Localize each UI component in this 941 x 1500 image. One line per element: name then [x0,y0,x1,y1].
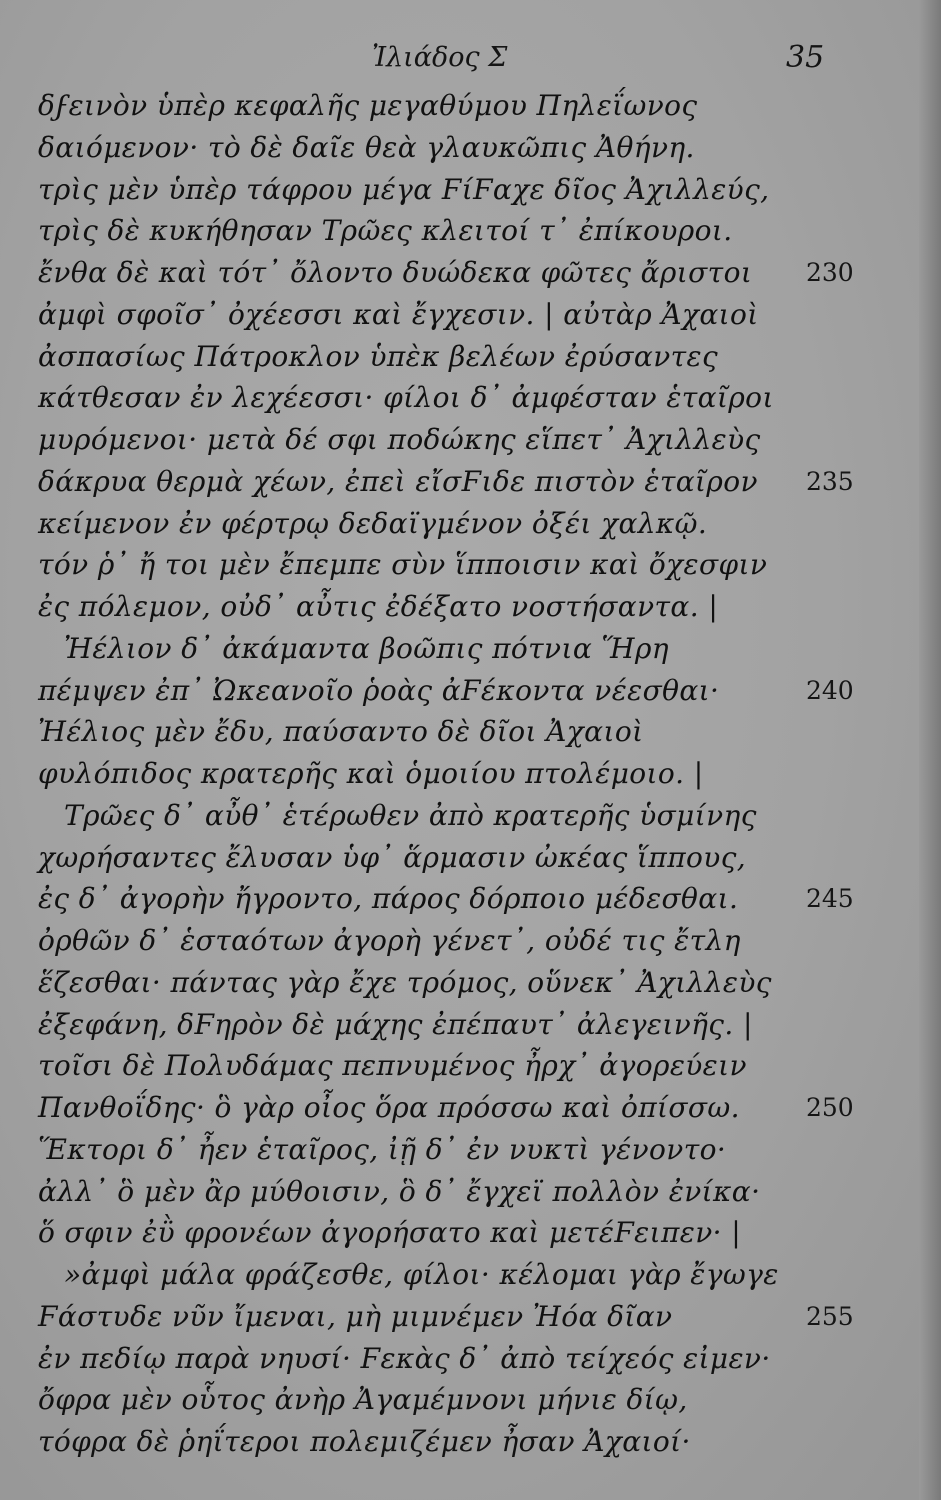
verse-line: ἐς δ᾽ ἀγορὴν ἤγροντο, πάρος δόρποιο μέδεσθαι. [38,882,739,916]
line-number: 240 [806,675,854,705]
verse-line: μυρόμενοι· μετὰ δέ σφι ποδώκης εἵπετ᾽ Ἀχιλλεὺς [38,423,761,456]
verse-line: ὀρθῶν δ᾽ ἑσταότων ἀγορὴ γένετ᾽, οὐδέ τις ἔτλη [38,924,741,957]
line-number: 245 [806,884,854,914]
verse-line: ἀμφὶ σφοῖσ᾽ ὀχέεσσι καὶ ἔγχεσιν. | αὐτὰρ Ἀχαιοὶ [38,297,759,331]
verse-line: ὅ σφιν ἐῢ φρονέων ἀγορήσατο καὶ μετέϜειπεν· | [38,1216,742,1250]
verse-line: τόφρα δὲ ῥηΐτεροι πολεμιζέμεν ἦσαν Ἀχαιοί· [38,1425,691,1458]
verse-line: »ἀμφὶ μάλα φράζεσθε, φίλοι· κέλομαι γὰρ ἔγωγε [64,1258,779,1291]
verse-line: Ϝάστυδε νῦν ἴμεναι, μὴ μιμνέμεν Ἠόα δῖαν [38,1299,673,1333]
verse-line: τρὶς δὲ κυκήθησαν Τρῶες κλειτοί τ᾽ ἐπίκουροι. [38,214,733,248]
verse-line: ἀλλ᾽ ὃ μὲν ἂρ μύθοισιν, ὃ δ᾽ ἔγχεϊ πολλὸν ἐνίκα· [38,1174,761,1208]
verse-line: ἀσπασίως Πάτροκλον ὑπὲκ βελέων ἐρύσαντες [38,339,719,373]
line-number: 230 [806,258,854,287]
verse-line: ἐν πεδίῳ παρὰ νηυσί· Ϝεκὰς δ᾽ ἀπὸ τείχεός εἰμεν· [38,1341,771,1375]
verse-line: πέμψεν ἐπ᾽ Ὠκεανοῖο ῥοὰς ἀϜέκοντα νέεσθαι· [38,673,720,707]
verse-line: δϝεινὸν ὑπὲρ κεφαλῆς μεγαθύμου Πηλεΐωνος [38,89,698,122]
verse-line: ἐξεφάνη, δϜηρὸν δὲ μάχης ἐπέπαυτ᾽ ἀλεγεινῆς. | [38,1007,753,1041]
page-number: 35 [786,40,825,75]
verse-line: δαιόμενον· τὸ δὲ δαῖε θεὰ γλαυκῶπις Ἀθήνη. [38,130,695,164]
verse-line: δάκρυα θερμὰ χέων, ἐπεὶ εἴσϜιδε πιστὸν ἑταῖρον [38,464,758,498]
verse-line: τόν ῥ᾽ ἤ τοι μὲν ἔπεμπε σὺν ἵπποισιν καὶ ὄχεσφιν [38,548,768,582]
verse-line: φυλόπιδος κρατερῆς καὶ ὁμοιίου πτολέμοιο. | [38,757,704,790]
verse-line: Ἠέλιος μὲν ἔδυ, παύσαντο δὲ δῖοι Ἀχαιοὶ [38,715,644,749]
verse-line: Τρῶες δ᾽ αὖθ᾽ ἑτέρωθεν ἀπὸ κρατερῆς ὑσμίνης [64,798,757,832]
verse-line: χωρήσαντες ἔλυσαν ὑφ᾽ ἅρμασιν ὠκέας ἵππους, [38,840,747,874]
running-title: Ἰλιάδος Σ [372,42,508,73]
verse-line: τρὶς μὲν ὑπὲρ τάφρου μέγα ϜίϜαχε δῖος Ἀχιλλεύς, [38,172,770,206]
verse-line: ἔνθα δὲ καὶ τότ᾽ ὄλοντο δυώδεκα φῶτες ἄριστοι [38,256,753,289]
verse-line: τοῖσι δὲ Πολυδάμας πεπνυμένος ἦρχ᾽ ἀγορεύειν [38,1049,747,1083]
verse-line: Ἠέλιον δ᾽ ἀκάμαντα βοῶπις πότνια Ἥρη [64,631,669,665]
line-number: 235 [806,466,854,496]
line-number: 250 [806,1093,854,1122]
verse-line: Ἕκτορι δ᾽ ἦεν ἑταῖρος, ἰῇ δ᾽ ἐν νυκτὶ γένοντο· [38,1132,727,1166]
verse-line: ἐς πόλεμον, οὐδ᾽ αὖτις ἐδέξατο νοστήσαντα. | [38,590,719,623]
verse-line: Πανθοΐδης· ὃ γὰρ οἶος ὅρα πρόσσω καὶ ὀπίσσω. [38,1091,740,1124]
verse-line: ὄφρα μὲν οὗτος ἀνὴρ Ἀγαμέμνονι μήνιε δίῳ, [38,1383,688,1417]
verse-line: κείμενον ἐν φέρτρῳ δεδαϊγμένον ὀξέι χαλκῷ. [38,506,708,540]
verse-line: κάτθεσαν ἐν λεχέεσσι· φίλοι δ᾽ ἀμφέσταν ἑταῖροι [38,381,774,415]
verse-line: ἕζεσθαι· πάντας γὰρ ἔχε τρόμος, οὕνεκ᾽ Ἀχιλλεὺς [38,965,772,999]
line-number: 255 [806,1301,854,1331]
